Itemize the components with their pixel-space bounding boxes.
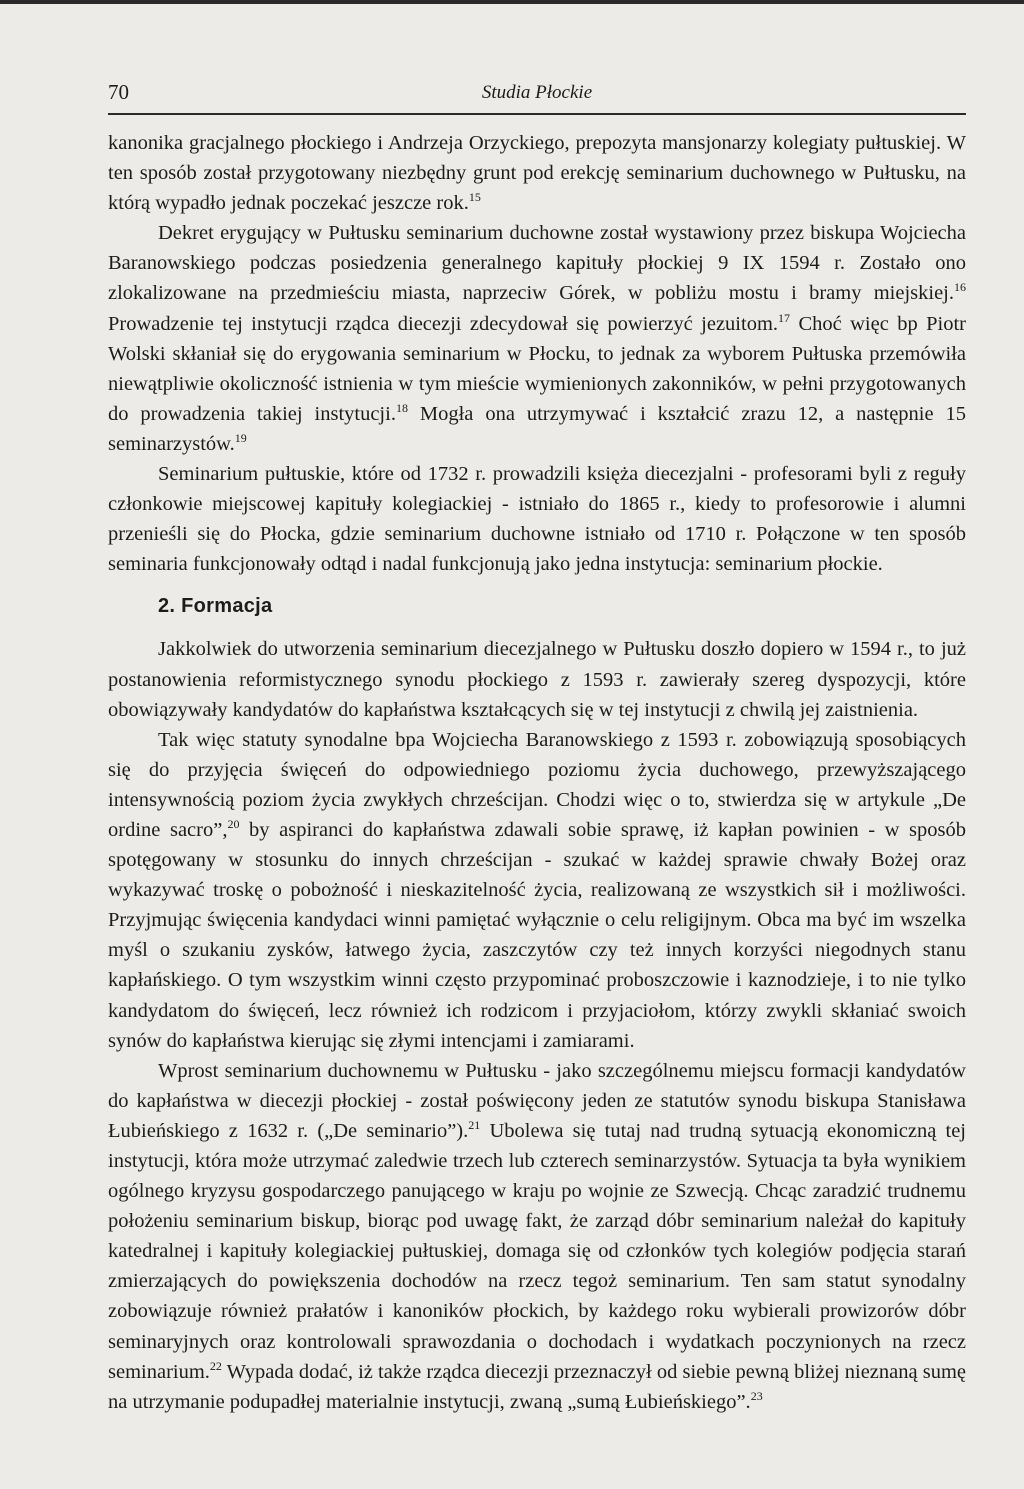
- paragraph-text: Prowadzenie tej instytucji rządca diecezji zdecydował się powierzyć jezuitom.: [108, 312, 779, 335]
- paragraphs-after-section: [108, 634, 966, 1416]
- body-paragraph: [108, 1056, 966, 1417]
- paragraph-text: Jakkolwiek do utworzenia seminarium diecezjalnego w Pułtusku doszło dopiero w 1594 r., to już postanowienia reformistycznego synodu płockiego z 1593 r. zawierały szereg dyspozycji, które obowiązywały kandydatów do kapłaństwa kształcących się w tej instytucji z chwilą jej zaistnienia.: [108, 638, 966, 721]
- body-paragraph: [108, 634, 966, 724]
- scan-top-edge: [0, 0, 1024, 4]
- body-paragraph: [108, 725, 966, 1056]
- body-paragraph: [108, 218, 966, 459]
- paragraph-text: Dekret erygujący w Pułtusku seminarium duchowne został wystawiony przez biskupa Wojciecha Baranowskiego podczas posiedzenia generalnego kapituły płockiej 9 IX 1594 r. Zostało ono zlokalizowane na przedmieściu miasta, naprzeciw Górek, w pobliżu mostu i bramy miejskiej.: [108, 222, 966, 305]
- paragraph-text: Wypada dodać, iż także rządca diecezji przeznaczył od siebie pewną bliżej nieznaną sumę na utrzymanie podupadłej materialnie instytucji, zwaną „sumą Łubieńskiego”.: [108, 1360, 966, 1413]
- section-heading: 2. Formacja: [158, 595, 273, 618]
- page-body: [108, 128, 966, 1417]
- footnote-ref: 19: [234, 431, 247, 446]
- running-header-journal-title: Studia Płockie: [481, 82, 593, 103]
- paragraph-text: Tak więc statuty synodalne bpa Wojciecha Baranowskiego z 1593 r. zobowiązują sposobiących się do przyjęcia święceń do odpowiedniego poziomu życia duchowego, przewyższającego intensywnością poziom życia zwykłych chrześcijan. Chodzi więc o to, stwierdza się w artykule „De ordine sacro”,: [108, 728, 966, 841]
- paragraph-text: Wprost seminarium duchownemu w Pułtusku - jako szczególnemu miejscu formacji kandydatów do kapłaństwa w diecezji płockiej - został poświęcony jeden ze statutów synodu biskupa Stanisława Łubieńskiego z 1632 r. („De seminario”).: [108, 1059, 966, 1142]
- footnote-ref: 20: [227, 817, 240, 832]
- footnote-ref: 23: [750, 1388, 763, 1403]
- footnote-ref: 18: [395, 401, 408, 416]
- paragraph-text: by aspiranci do kapłaństwa zdawali sobie sprawę, iż kapłan powinien - w sposób spotęgowany w stosunku do innych chrześcijan - szukać w każdej sprawie chwały Bożej oraz wykazywać troskę o pobożność i nieskazitelność życia, realizowaną ze wszystkich sił i możliwości. Przyjmując święcenia kandydaci winni pamiętać wyłącznie o celu religijnym. Obca ma być im wszelka myśl o szukaniu zysków, łatwego życia, zaszczytów czy też innych korzyści niegodnych stanu kapłańskiego. O tym wszystkim winni często przypominać proboszczowie i kaznodzieje, i to nie tylko kandydatom do święceń, lecz również ich rodzicom i przyjaciołom, którzy zwykli skłaniać swoich synów do kapłaństwa kierując się złymi intencjami i zamiarami.: [108, 818, 966, 1052]
- footnote-ref: 22: [209, 1358, 222, 1373]
- paragraph-text: Choć więc bp Piotr Wolski skłaniał się do erygowania seminarium w Płocku, to jednak za wyborem Pułtuska przemówiła niewątpliwie okoliczność istnienia w tym mieście wymienionych zakonników, w pełni przygotowanych do prowadzenia takiej instytucji.: [108, 312, 966, 425]
- header-rule: [108, 113, 966, 115]
- paragraphs-before-section: [108, 128, 966, 579]
- body-paragraph: [108, 128, 966, 218]
- paragraph-text: Ubolewa się tutaj nad trudną sytuacją ekonomiczną tej instytucji, która może utrzymać zaledwie trzech lub czterech seminarzystów. Sytuacja ta była wynikiem ogólnego kryzysu gospodarczego panującego w kraju po wojnie ze Szwecją. Chcąc zaradzić trudnemu położeniu seminarium biskup, biorąc pod uwagę fakt, że zarząd dóbr seminarium należał do kapituły katedralnej i kapituły kolegiackiej pułtuskiej, domaga się od członków tych kolegiów podjęcia starań zmierzających do powiększenia dochodów na rzecz tegoż seminarium. Ten sam statut synodalny zobowiązuje również prałatów i kanoników płockich, by każdego roku wybierali prowizorów dóbr seminaryjnych oraz kontrolowali sprawozdania o dochodach i wydatkach poczynionych na rzecz seminarium.: [108, 1119, 966, 1383]
- footnote-ref: 17: [778, 310, 791, 325]
- paragraph-text: kanonika gracjalnego płockiego i Andrzeja Orzyckiego, prepozyta mansjonarzy kolegiaty pułtuskiej. W ten sposób został przygotowany niezbędny grunt pod erekcję seminarium duchownego w Pułtusku, na którą wypadło jednak poczekać jeszcze rok.: [108, 132, 966, 215]
- body-paragraph: [108, 459, 966, 579]
- footnote-ref: 15: [468, 190, 481, 205]
- page-number: 70: [108, 80, 129, 104]
- paragraph-text: Seminarium pułtuskie, które od 1732 r. prowadzili księża diecezjalni - profesorami byli z reguły członkowie miejscowej kapituły kolegiackiej - istniało do 1865 r., kiedy to profesorowie i alumni przenieśli się do Płocka, gdzie seminarium duchowne istniało od 1710 r. Połączone w ten sposób seminaria funkcjonowały odtąd i nadal funkcjonują jako jedna instytucja: seminarium płockie.: [108, 463, 966, 576]
- footnote-ref: 16: [954, 280, 966, 295]
- footnote-ref: 21: [468, 1118, 481, 1133]
- paragraph-text: Mogła ona utrzymywać i kształcić zrazu 12, a następnie 15 seminarzystów.: [108, 402, 967, 455]
